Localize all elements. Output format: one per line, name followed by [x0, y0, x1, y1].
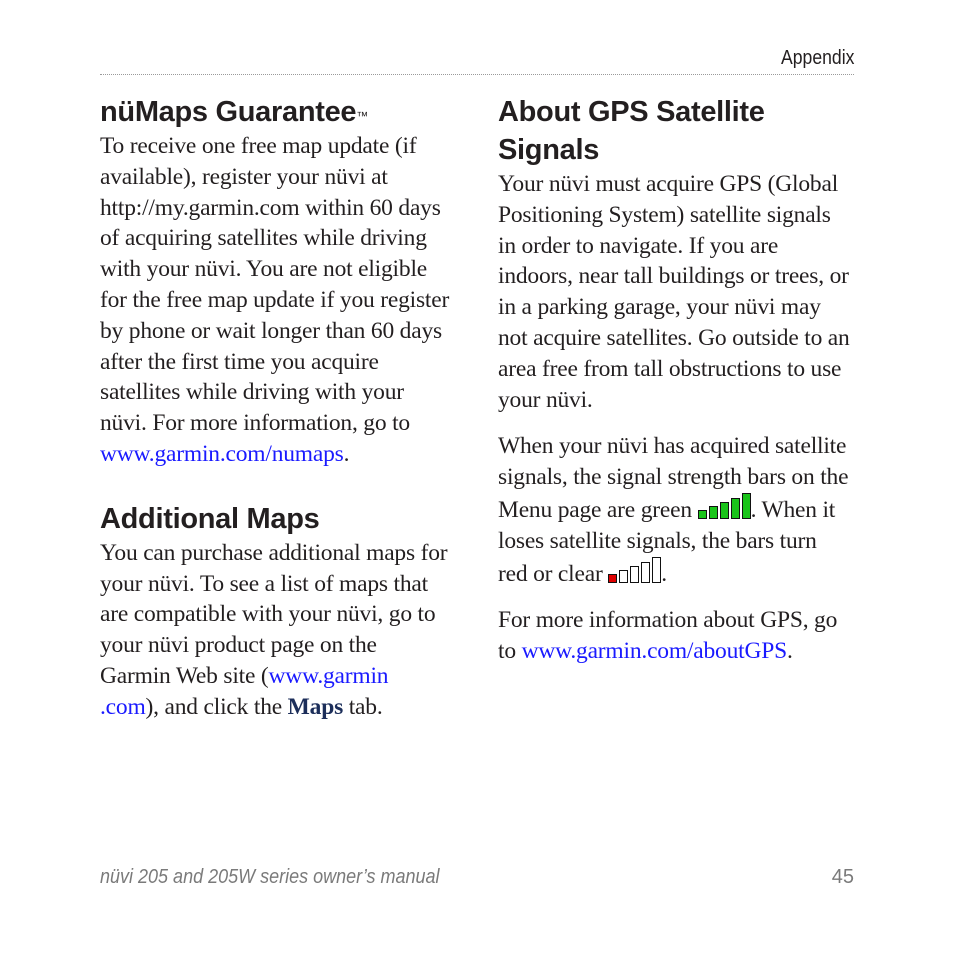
gps-para-2-text: When your nüvi has acquired satellite signals, the signal strength bars on the Menu page are green — [498, 433, 849, 523]
numaps-heading — [100, 93, 452, 131]
right-column — [498, 93, 850, 667]
numaps-guarantee-section — [100, 93, 452, 470]
gps-para-3 — [498, 605, 850, 667]
gps-para-3-text: For more information about GPS, go to — [498, 607, 838, 665]
numaps-body-text: To receive one free map update (if available), register your nüvi at http://my.garmin.com within 60 days of acquiring satellites while driving with your nüvi. You are not eligible for the free map update if you register by phone or wait longer than 60 days after the first time you acquire satellites while driving with your nüvi. For more information, go to — [100, 133, 450, 437]
additional-maps-heading: Additional Maps — [100, 502, 320, 535]
additional-maps-text: You can purchase additional maps for your nüvi. To see a list of maps that are compatible with your nüvi, go to your nüvi product page on the Garmin Web site ( — [100, 539, 448, 689]
numaps-link[interactable]: www.garmin.com/numaps — [100, 440, 344, 467]
numaps-body-end: . — [343, 440, 350, 467]
gps-para-2 — [498, 431, 850, 589]
about-gps-link[interactable]: www.garmin.com/aboutGPS — [521, 638, 787, 665]
additional-maps-text-end: tab. — [343, 693, 383, 720]
gps-para-1: Your nüvi must acquire GPS (Global Positioning System) satellite signals in order to navigate. If you are indoors, near tall buildings or trees, or in a parking garage, your nüvi may not acquire satellites. Go outside to an area free from tall obstructions to use your nüvi. — [498, 171, 850, 413]
signal-bars-green-icon — [698, 493, 751, 519]
garmin-site-link[interactable]: www.garmin .com — [100, 662, 389, 720]
gps-heading: About GPS Satellite Signals — [498, 96, 765, 166]
signal-bars-red-clear-icon — [608, 557, 661, 583]
gps-para-2-mid: . When it loses satellite signals, the bars turn red or clear — [498, 496, 836, 587]
gps-signals-section — [498, 93, 850, 667]
left-column — [100, 93, 452, 723]
numaps-body — [100, 131, 452, 470]
numaps-heading-text: nüMaps Guarantee — [100, 96, 357, 128]
page-number: 45 — [831, 866, 854, 888]
additional-maps-text-mid: ), and click the — [145, 693, 288, 720]
additional-maps-section — [100, 500, 452, 723]
gps-para-2-end: . — [661, 560, 667, 587]
footer-manual-title: nüvi 205 and 205W series owner’s manual — [100, 866, 440, 888]
additional-maps-body — [100, 538, 452, 723]
header-divider — [100, 74, 854, 75]
running-header-section: Appendix — [780, 47, 854, 69]
maps-tab-term: Maps — [287, 693, 344, 720]
gps-para-3-end: . — [786, 638, 793, 665]
trademark-mark: ™ — [356, 109, 368, 123]
